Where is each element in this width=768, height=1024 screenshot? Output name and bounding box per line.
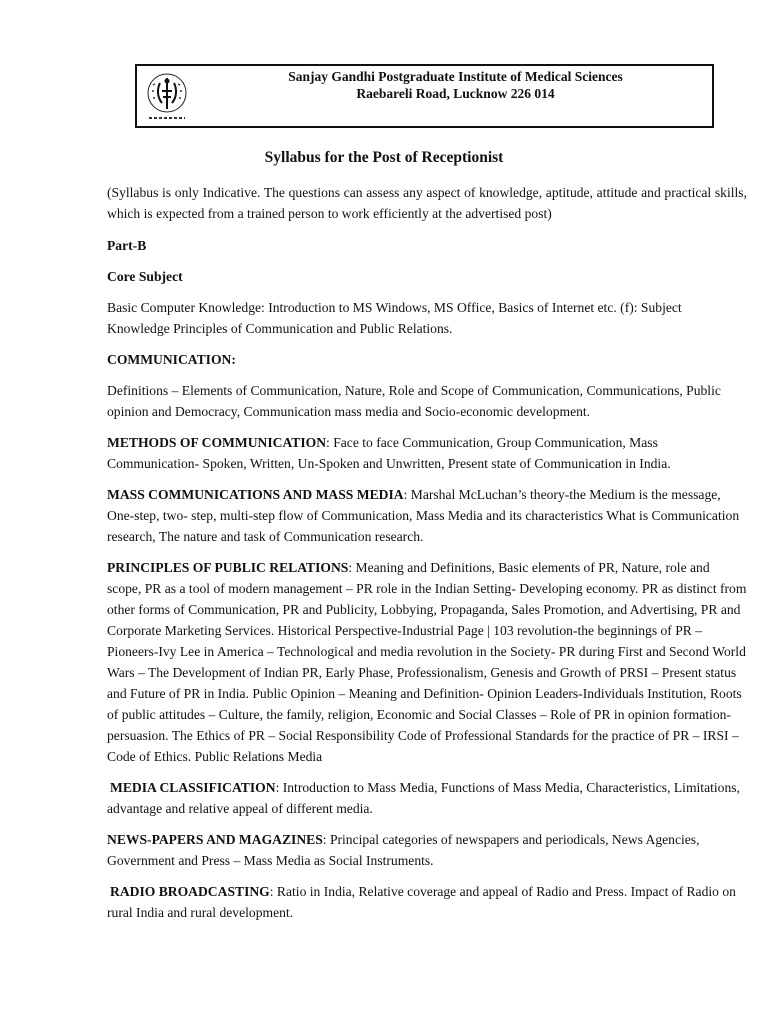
communication-paragraph: Definitions – Elements of Communication, Nature, Role and Scope of Communication, Communications, Public opinion and Democracy, Communication mass media and Socio-economic development. [107,383,721,419]
section-heading: NEWS-PAPERS AND MAGAZINES [107,832,323,847]
communication-heading: COMMUNICATION: [107,352,236,367]
page-title: Syllabus for the Post of Receptionist [264,149,504,166]
section-methods-of-communication [107,432,747,474]
part-label: Part-B [107,238,147,253]
section-heading: RADIO BROADCASTING [110,884,270,899]
section-principles-of-pr [107,557,747,767]
institute-header [135,64,714,128]
section-mass-communications [107,484,747,547]
section-heading: MEDIA CLASSIFICATION [110,780,276,795]
institute-name: Sanjay Gandhi Postgraduate Institute of Medical Sciences [288,69,623,84]
section-text: : Ratio in India, Relative coverage and appeal of Radio and Press. Impact of Radio on rural India and rural development. [107,884,736,920]
section-heading: METHODS OF COMMUNICATION [107,435,327,450]
basic-knowledge-paragraph: Basic Computer Knowledge: Introduction to MS Windows, MS Office, Basics of Internet etc. (f): Subject Knowledge Principles of Communication and Public Relations. [107,300,682,336]
intro-note: (Syllabus is only Indicative. The questions can assess any aspect of knowledge, aptitude, attitude and practical skills, which is expected from a trained person to work efficiently at the advertised post) [107,185,747,221]
core-subject-label: Core Subject [107,269,183,284]
section-text: : Meaning and Definitions, Basic elements of PR, Nature, role and scope, PR as a tool of modern management – PR role in the Indian Setting- Developing economy. PR as distinct from other forms of Communication, PR and Publicity, Lobbying, Propaganda, Sales Promotion, and Advertising, PR and Corporate Marketing Services. Historical Perspective-Industrial Page | 103 revolution-the beginnings of PR – Pioneers-Ivy Lee in America – Technological and media revolution in the Society- PR during First and Second World Wars – The Development of Indian PR, Early Phase, Professionalism, Genesis and Growth of PRSI – Present status and Future of PR in India. Public Opinion – Meaning and Definition- Opinion Leaders-Individuals Institution, Roots of public attitudes – Culture, the family, religion, Economic and Social Classes – Role of PR in opinion formation-persuasion. The Ethics of PR – Social Responsibility Code of Professional Standards for the practice of PR – IRSI – Code of Ethics. Public Relations Media [107,560,747,764]
section-heading: PRINCIPLES OF PUBLIC RELATIONS [107,560,349,575]
section-text: : Marshal McLuchan’s theory-the Medium is the message, One-step, two- step, multi-step flow of Communication, Mass Media and its characteristics What is Communication research, The nature and task of Communication research. [107,487,740,544]
section-newspapers-magazines [107,829,747,871]
section-text: : Principal categories of newspapers and periodicals, News Agencies, Government and Press – Mass Media as Social Instruments. [107,832,700,868]
institute-address: Raebareli Road, Lucknow 226 014 [356,86,555,101]
section-media-classification [107,777,747,819]
section-text: : Introduction to Mass Media, Functions of Mass Media, Characteristics, Limitations, advantage and relative appeal of different media. [107,780,740,816]
syllabus-content [107,182,747,933]
institute-emblem-icon [143,69,191,125]
section-heading: MASS COMMUNICATIONS AND MASS MEDIA [107,487,404,502]
section-text: : Face to face Communication, Group Communication, Mass Communication- Spoken, Written, Un-Spoken and Unwritten, Present state of Communication in India. [107,435,671,471]
section-radio-broadcasting [107,881,747,923]
